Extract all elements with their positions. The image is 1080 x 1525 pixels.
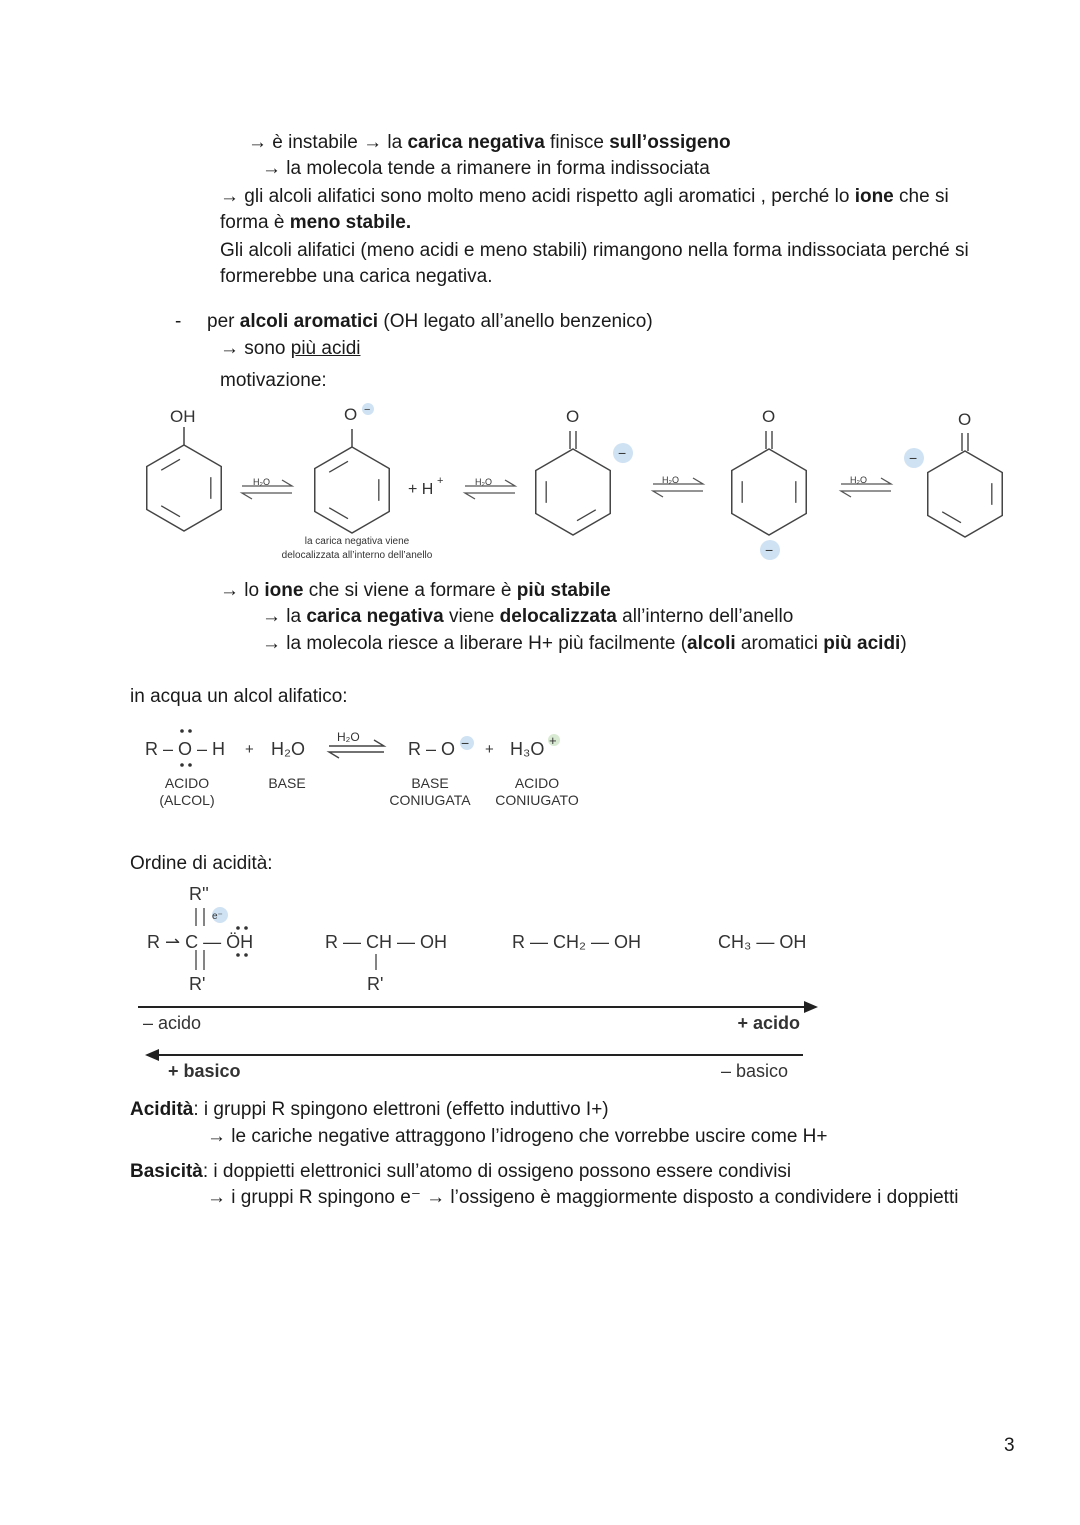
- text: → gli alcoli alifatici sono molto meno acidi rispetto agli aromatici , perché lo: [220, 186, 855, 207]
- underlined-text: più acidi: [290, 338, 361, 359]
- double-bond: [577, 510, 596, 521]
- resonance-diagram: [147, 427, 1002, 537]
- water-formula: H₂O: [271, 739, 305, 759]
- minus-sign: −: [461, 735, 470, 751]
- minus-sign: −: [618, 445, 627, 461]
- solvent-label: H₂O: [662, 475, 679, 485]
- solvent-label: H₂O: [253, 477, 270, 487]
- bold-text: carica negativa: [306, 606, 444, 627]
- text: aromatici: [735, 633, 824, 654]
- bold-text: ione: [264, 580, 304, 601]
- o-label: O: [566, 407, 580, 426]
- plus-sign: +: [437, 475, 444, 487]
- bold-text: più acidi: [823, 633, 901, 654]
- text: → la molecola tende a rimanere in forma indissociata: [262, 158, 710, 179]
- plus-h-label: + H: [408, 481, 434, 498]
- text: formerebbe una carica negativa.: [220, 266, 493, 287]
- text: ): [900, 633, 907, 654]
- electron-label: e⁻: [212, 911, 223, 922]
- bold-text: sull’ossigeno: [609, 132, 731, 153]
- bold-text: ione: [854, 186, 894, 207]
- bold-text: Basicità: [130, 1161, 203, 1182]
- solvent-label: H₂O: [850, 475, 867, 485]
- text: → è instabile → la: [248, 132, 408, 153]
- text: : i gruppi R spingono elettroni (effetto induttivo I+): [193, 1099, 609, 1120]
- label: ACIDO: [164, 775, 210, 791]
- benzene-ring: [315, 447, 389, 533]
- text: Ordine di acidità:: [130, 853, 273, 874]
- double-bond: [329, 508, 348, 519]
- plus-sign: +: [549, 733, 557, 748]
- text: : i doppietti elettronici sull’atomo di ossigeno possono essere condivisi: [202, 1161, 792, 1182]
- o-label: O: [344, 405, 358, 424]
- bold-text: Acidità: [130, 1099, 194, 1120]
- text: (OH legato all’anello benzenico): [378, 311, 653, 332]
- text: → sono: [220, 338, 291, 359]
- benzene-ring: [536, 449, 610, 535]
- benzene-ring: [928, 451, 1002, 537]
- text: all’interno dell’anello: [616, 606, 794, 627]
- bold-text: più stabile: [516, 580, 611, 601]
- double-bond: [161, 506, 180, 517]
- bold-text: alcoli aromatici: [239, 311, 379, 332]
- text: che si: [893, 186, 949, 207]
- label: BASE: [411, 775, 449, 791]
- caption: delocalizzata all’interno dell’anello: [281, 550, 433, 561]
- text: → i gruppi R spingono e⁻ → l’ossigeno è maggiormente disposto a condividere i doppietti: [207, 1187, 959, 1208]
- alkoxide-formula: R – O: [408, 739, 456, 759]
- more-basic-label: + basico: [168, 1061, 241, 1081]
- more-acid-label: + acido: [737, 1013, 800, 1033]
- formula: R'': [189, 884, 209, 904]
- acidity-order: [138, 884, 818, 1081]
- caption: la carica negativa viene: [304, 536, 410, 547]
- plus-sign: +: [485, 741, 494, 758]
- text: → lo: [220, 580, 265, 601]
- double-bond: [329, 461, 348, 472]
- text: forma è: [220, 212, 290, 233]
- bold-text: meno stabile.: [289, 212, 412, 233]
- minus-sign: −: [765, 542, 774, 558]
- solvent-label: H₂O: [475, 477, 492, 487]
- equation: [145, 729, 579, 808]
- oh-label: OH: [170, 407, 196, 426]
- arrow-left-icon: [145, 1049, 159, 1061]
- formula: R — CH₂ — OH: [512, 932, 641, 952]
- hydronium-formula: H₃O: [510, 739, 545, 759]
- bold-text: delocalizzata: [499, 606, 617, 627]
- text: motivazione:: [220, 370, 327, 391]
- label: ACIDO: [514, 775, 560, 791]
- formula: R ⇀ C — ÖH: [147, 932, 254, 952]
- text: Gli alcoli alifatici (meno acidi e meno stabili) rimangono nella forma indissociata perché si: [220, 240, 969, 261]
- less-basic-label: – basico: [720, 1061, 788, 1081]
- page-number: 3: [1004, 1435, 1015, 1456]
- o-label: O: [958, 410, 972, 429]
- label: CONIUGATA: [389, 792, 471, 808]
- text: che si viene a formare è: [303, 580, 517, 601]
- label: CONIUGATO: [495, 792, 579, 808]
- text: → la: [262, 606, 307, 627]
- formula: R': [367, 974, 384, 994]
- text: viene: [443, 606, 500, 627]
- minus-sign: −: [364, 404, 371, 416]
- text: → la molecola riesce a liberare H+ più facilmente (: [262, 633, 688, 654]
- solvent-label: H₂O: [337, 730, 360, 744]
- text: finisce: [544, 132, 610, 153]
- benzene-ring: [732, 449, 806, 535]
- double-bond: [161, 459, 180, 470]
- label: BASE: [268, 775, 306, 791]
- plus-sign: +: [245, 741, 254, 758]
- arrow-right-icon: [804, 1001, 818, 1013]
- text: per: [207, 311, 240, 332]
- minus-sign: −: [909, 450, 918, 466]
- label: (ALCOL): [159, 792, 215, 808]
- resonance-labels: [170, 403, 971, 561]
- text: → le cariche negative attraggono l’idrogeno che vorrebbe uscire come H+: [207, 1126, 828, 1147]
- o-label: O: [762, 407, 776, 426]
- bold-text: carica negativa: [407, 132, 545, 153]
- text: in acqua un alcol alifatico:: [130, 686, 348, 707]
- formula: R': [189, 974, 206, 994]
- bullet: -: [175, 311, 182, 332]
- alcohol-formula: R – O – H: [145, 739, 226, 759]
- bold-text: alcoli: [687, 633, 736, 654]
- benzene-ring: [147, 445, 221, 531]
- double-bond: [942, 512, 961, 523]
- less-acid-label: – acido: [143, 1013, 202, 1033]
- formula: R — CH — OH: [325, 932, 448, 952]
- formula: CH₃ — OH: [718, 932, 807, 952]
